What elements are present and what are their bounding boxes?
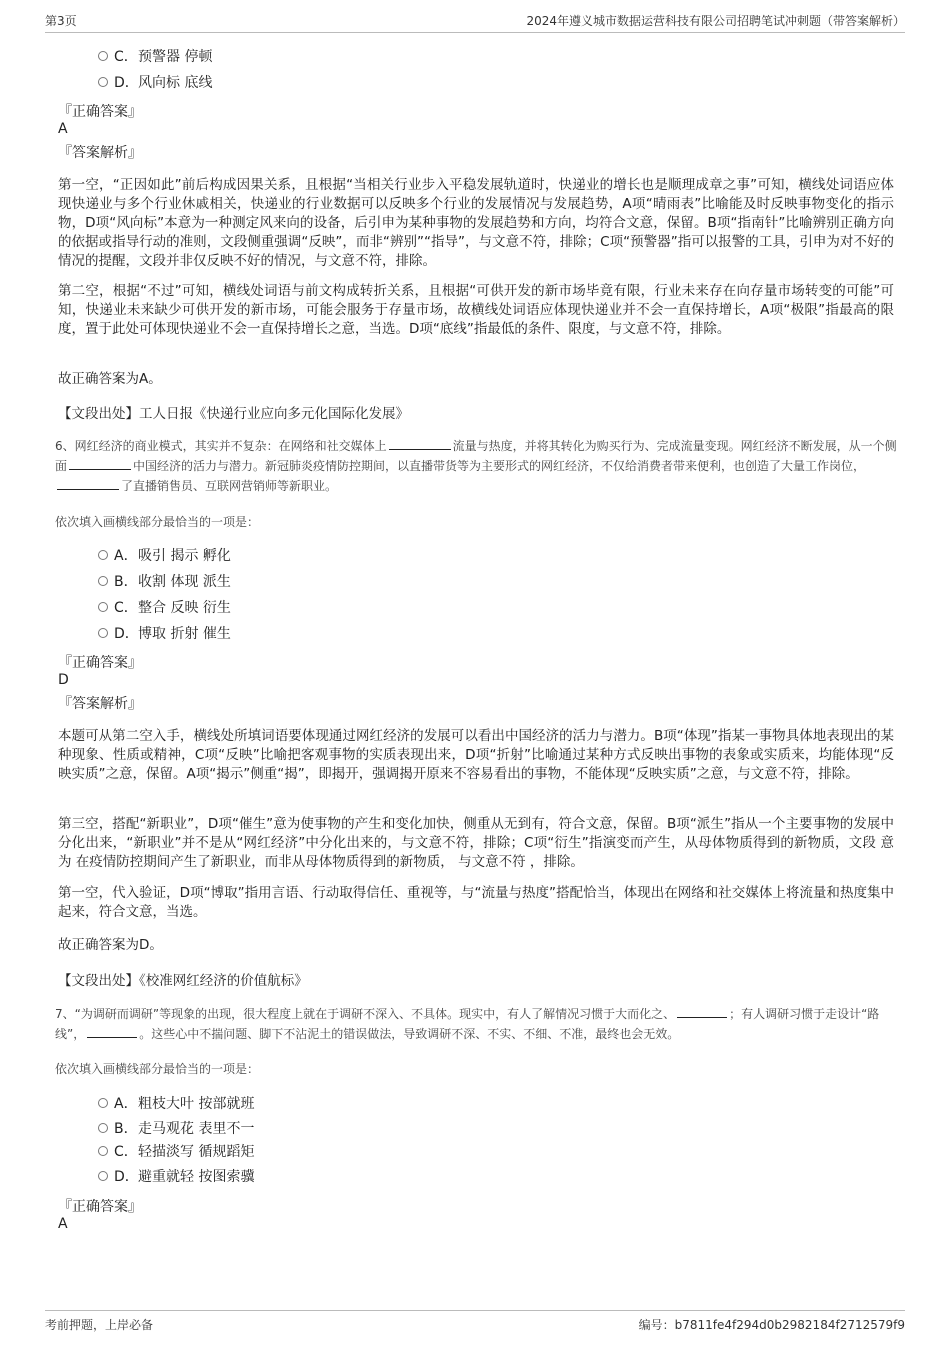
q7-option-c[interactable]: C．轻描淡写 循规蹈矩	[98, 1142, 254, 1162]
q6-option-b[interactable]: B．收割 体现 派生	[98, 572, 231, 592]
page-number: 第3页	[45, 14, 77, 28]
q5-analysis-paragraph-2: 第二空，根据“不过”可知，横线处词语与前文构成转折关系，且根据“可供开发的新市场毕竟有限，行业未来存在向存量市场转变的可能”可知，快递业未来缺少可供开发的新市场，可能会服务于存量市场，故横线处词语应体现快递业并不会一直保持增长，A项“极限”指最高的限度，置于此处可体现快递业不会一直保持增长之意，当选。D项“底线”指最低的条件、限度，与文意不符，排除。	[58, 283, 894, 337]
q5-conclusion: 故正确答案为A。	[58, 371, 162, 387]
blank-1	[389, 437, 451, 450]
radio-icon[interactable]	[98, 1171, 108, 1181]
q6-option-c[interactable]: C．整合 反映 衍生	[98, 598, 231, 618]
q7-option-d[interactable]: D．避重就轻 按图索骥	[98, 1167, 254, 1187]
footer-serial: 编号：b7811fe4f294d0b2982184f2712579f9	[638, 1318, 905, 1332]
q6-conclusion: 故正确答案为D。	[58, 937, 163, 953]
page-footer	[45, 1310, 905, 1333]
radio-icon[interactable]	[98, 51, 108, 61]
radio-icon[interactable]	[98, 1146, 108, 1156]
footer-slogan: 考前押题，上岸必备	[45, 1318, 154, 1332]
radio-icon[interactable]	[98, 1123, 108, 1133]
q6-analysis-paragraph-2: 第三空，搭配“新职业”，D项“催生”意为使事物的产生和变化加快，侧重从无到有，符合文意，保留。B项“派生”指从一个主要事物的发展中分化出来，“新职业”并不是从“网红经济”中分化出来的，与文意不符，排除；C项“衍生”指演变而产生，从母体物质得到的新物质，文段 意为 在疫情防控期间产生了新职业，而非从母体物质得到的新物质， 与文意不符 ，排除。	[58, 816, 894, 870]
q5-source: 【文段出处】工人日报《快递行业应向多元化国际化发展》	[58, 406, 409, 422]
blank-2	[87, 1025, 137, 1038]
q7-option-b[interactable]: B．走马观花 表里不一	[98, 1119, 254, 1139]
blank-2	[69, 457, 131, 470]
q6-option-d[interactable]: D．博取 折射 催生	[98, 624, 231, 644]
radio-icon[interactable]	[98, 550, 108, 560]
q6-answer-label: 『正确答案』	[58, 655, 142, 671]
page-header	[45, 12, 905, 33]
q5-option-d[interactable]: D．风向标 底线	[98, 73, 212, 93]
q5-analysis-paragraph-1: 第一空，“正因如此”前后构成因果关系，且根据“当相关行业步入平稳发展轨道时，快递业的增长也是顺理成章之事”可知，横线处词语应体现快递业与多个行业休戚相关，快递业的行业数据可以反映多个行业的发展情况与发展趋势，A项“晴雨表”比喻能及时反映事物变化的指示物，D项“风向标”本意为一种测定风来向的设备，后引申为某种事物的发展趋势和方向，均符合文意，保留。B项“指南针”比喻辨别正确方向的依据或指导行动的准则，文段侧重强调“反映”，而非“辨别”“指导”，与文意不符，排除；C项“预警器”指可以报警的工具，引申为对不好的情况的提醒，文段并非仅反映不好的情况，与文意不符，排除。	[58, 177, 894, 269]
q6-source: 【文段出处】《校准网红经济的价值航标》	[58, 973, 308, 989]
radio-icon[interactable]	[98, 77, 108, 87]
q7-prompt: 依次填入画横线部分最恰当的一项是：	[55, 1062, 260, 1076]
q5-answer: A	[58, 121, 68, 137]
q6-analysis-paragraph-1: 本题可从第二空入手，横线处所填词语要体现通过网红经济的发展可以看出中国经济的活力与潜力。B项“体现”指某一事物具体地表现出的某种现象、性质或精神，C项“反映”比喻把客观事物的实质表现出来，D项“折射”比喻通过某种方式反映出事物的表象或实质来，均能体现“反映实质”之意，保留。A项“揭示”侧重“揭”，即揭开，强调揭开原来不容易看出的事物，不能体现“反映实质”之意，与文意不符，排除。	[58, 728, 894, 782]
q7-option-a[interactable]: A．粗枝大叶 按部就班	[98, 1094, 254, 1114]
q5-option-c[interactable]: C．预警器 停顿	[98, 47, 212, 67]
blank-1	[677, 1005, 727, 1018]
q5-answer-label: 『正确答案』	[58, 104, 142, 120]
radio-icon[interactable]	[98, 602, 108, 612]
radio-icon[interactable]	[98, 628, 108, 638]
radio-icon[interactable]	[98, 576, 108, 586]
document-title: 2024年遵义城市数据运营科技有限公司招聘笔试冲刺题（带答案解析）	[526, 14, 905, 28]
q6-prompt: 依次填入画横线部分最恰当的一项是：	[55, 515, 260, 529]
blank-3	[57, 477, 119, 490]
q6-option-a[interactable]: A．吸引 揭示 孵化	[98, 546, 231, 566]
q7-answer: A	[58, 1216, 68, 1232]
q6-stem: 6、网红经济的商业模式，其实并不复杂：在网络和社交媒体上 流量与热度，并将其转化为购买行为、完成流量变现。网红经济不断发展，从一个侧面 中国经济的活力与潜力。新冠肺炎疫情防控期间，以直播带货等为主要形式的网红经济，不仅给消费者带来便利，也创造了大量工作岗位，了直播销售员、互联网营销师等新职业。	[55, 439, 897, 493]
radio-icon[interactable]	[98, 1098, 108, 1108]
q6-answer: D	[58, 672, 69, 688]
q7-stem: 7、“为调研而调研”等现象的出现，很大程度上就在于调研不深入、不具体。现实中，有人了解情况习惯于大而化之、 ；有人调研习惯于走设计“路线”， 。这些心中不揣问题、脚下不沾泥土的错误做法，导致调研不深、不实、不细、不准，最终也会无效。	[55, 1007, 880, 1041]
q7-answer-label: 『正确答案』	[58, 1199, 142, 1215]
q6-analysis-label: 『答案解析』	[58, 696, 142, 712]
q6-analysis-paragraph-3: 第一空，代入验证，D项“博取”指用言语、行动取得信任、重视等，与“流量与热度”搭配恰当，体现出在网络和社交媒体上将流量和热度集中起来，符合文意，当选。	[58, 885, 894, 920]
q5-analysis-label: 『答案解析』	[58, 145, 142, 161]
